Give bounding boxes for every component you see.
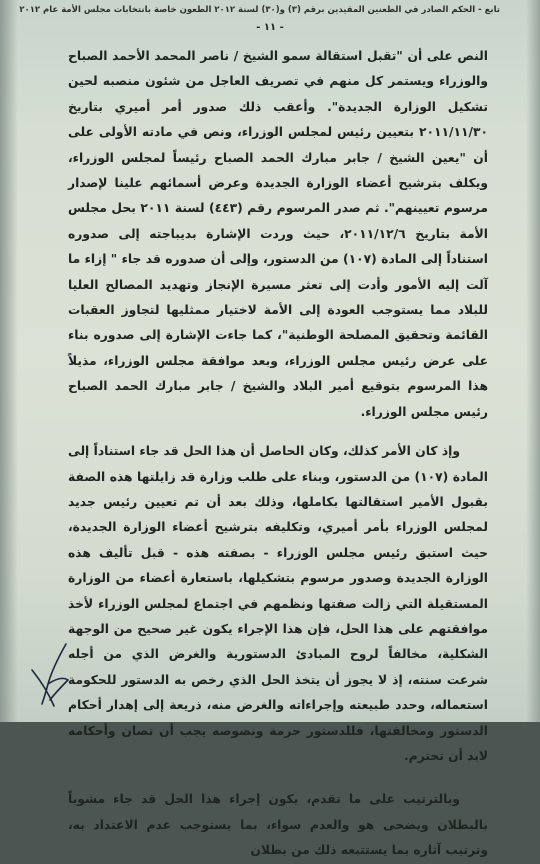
page-edge-shadow-right xyxy=(526,0,540,722)
page-number: - ١١ - xyxy=(256,22,284,33)
running-header: تابع - الحكم الصادر في الطعنين المقيدين برقم (٣) و(٣٠) لسنة ٢٠١٢ الطعون خاصة بانتخابات مجلس الأمة عام ٢٠١٢ xyxy=(19,5,500,15)
paragraph-3: وبالترتيب على ما تقدم، يكون إجراء هذا الحل قد جاء مشوباً بالبطلان ويضحى هو والعدم سواء، بما يستوجب عدم الاعتداد به، وترتيب آثاره بما يستتبعه ذلك من بطلان xyxy=(68,792,488,858)
document-body xyxy=(68,44,488,864)
paragraph-2: وإذ كان الأمر كذلك، وكان الحاصل أن هذا الحل قد جاء استناداً إلى المادة (١٠٧) من الدستور، وبناء على طلب وزارة قد زايلتها هذه الصفة بقبول الأمير استقالتها بكاملها، وذلك بعد أن تم تعيين رئيس جديد لمجلس الوزراء بأمر أميري، وتكليفه بترشيح أعضاء الوزارة الجديدة، حيث استبق رئيس مجلس الوزراء - بصفته هذه - قبل تأليف هذه الوزارة الجديدة وصدور مرسوم بتشكيلها، باستعارة أعضاء من الوزارة المستقيلة التي زالت صفتها ونظمهم في اجتماع لمجلس الوزراء لأخذ موافقتهم على هذا الحل، فإن هذا الإجراء يكون غير صحيح من الوجهة الشكلية، مخالفاً لروح المبادئ الدستورية والغرض الذي من أجله شرعت سنته، إذ لا يجوز أن يتخذ الحل الذي رخص به الدستور للحكومة استعماله، وحدد طبيعته وإجراءاته والغرض منه، ذريعة إلى إهدار أحكام الدستور ومخالفتها، فللدستور حرمة ونصوصه يجب أن تصان وأحكامه لابد أن تحترم. xyxy=(68,444,488,763)
paragraph-1: النص على أن "تقبل استقالة سمو الشيخ / ناصر المحمد الأحمد الصباح والوزراء ويستمر كل منهم في تصريف العاجل من شئون منصبه لحين تشكيل الوزارة الجديدة". وأعقب ذلك صدور أمر أميري بتاريخ ٢٠١١/١١/٣٠ بتعيين رئيس لمجلس الوزراء، ونص في مادته الأولى على أن "يعين الشيخ / جابر مبارك الحمد الصباح رئيساً لمجلس الوزراء، ويكلف بترشيح أعضاء الوزارة الجديدة وعرض أسمائهم علينا لإصدار مرسوم تعيينهم". ثم صدر المرسوم رقم (٤٤٣) لسنة ٢٠١١ بحل مجلس الأمة بتاريخ ٢٠١١/١٢/٦، حيث وردت الإشارة بديباجته إلى صدوره استناداً إلى المادة (١٠٧) من الدستور، وإلى أن صدوره قد جاء " إزاء ما آلت إليه الأمور وأدت إلى تعثر مسيرة الإنجاز وتهديد المصالح العليا للبلاد مما يستوجب العودة إلى الأمة لاختيار ممثليها لتجاوز العقبات القائمة وتحقيق المصلحة الوطنية"، كما جاءت الإشارة إلى صدوره بناء على عرض رئيس مجلس الوزراء، وبعد موافقة مجلس الوزراء، مذيلاً هذا المرسوم بتوقيع أمير البلاد والشيخ / جابر مبارك الحمد الصباح رئيس مجلس الوزراء. xyxy=(68,49,489,419)
handwritten-signature xyxy=(18,640,98,710)
page-edge-shadow-left xyxy=(0,0,18,722)
